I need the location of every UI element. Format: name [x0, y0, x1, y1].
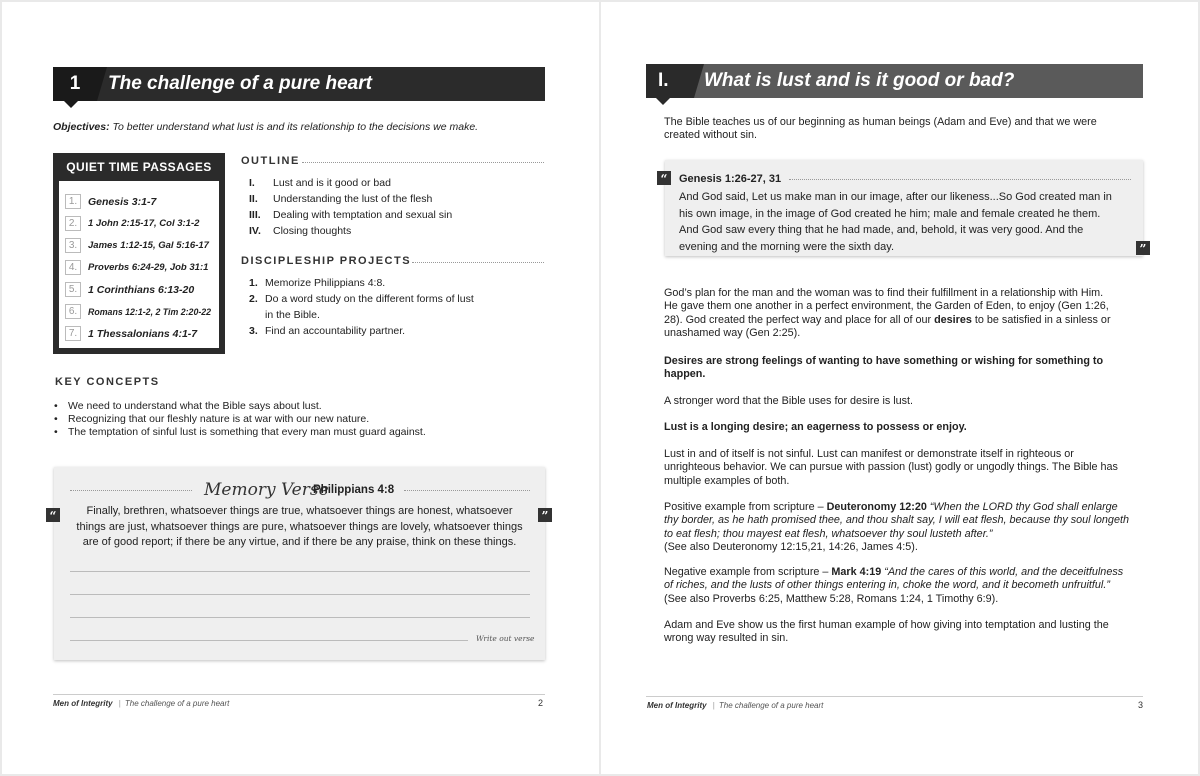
list-item: • We need to understand what the Bible says about lust.: [54, 400, 426, 413]
text-line: happen.: [664, 368, 706, 381]
discipleship-heading: DISCIPLESHIP PROJECTS: [241, 255, 412, 267]
paragraph-lust-definition: Lust is a longing desire; an eagerness to possess or enjoy.: [664, 421, 967, 433]
project-number: 2.: [249, 293, 258, 305]
outline-number: I.: [249, 177, 255, 189]
project-text: Find an accountability partner.: [265, 325, 406, 337]
text-line: [664, 501, 1129, 514]
footer: [647, 701, 823, 710]
quiet-time-heading: QUIET TIME PASSAGES: [66, 160, 212, 174]
scripture-quote: to eat flesh; thou mayest eat flesh, whatsoever thy soul lusteth after.”: [664, 527, 993, 540]
scripture-quote: “And the cares of this world, and the deceitfulness: [884, 566, 1124, 578]
genesis-text: [679, 189, 1139, 255]
text-line: created without sin.: [664, 129, 758, 142]
list-item: [59, 323, 219, 345]
passage-ref: James 1:12-15, Gal 5:16-17: [88, 240, 209, 251]
passage-number: 6.: [65, 304, 81, 319]
scripture-ref: Mark 4:19: [831, 566, 882, 578]
list-item: [249, 275, 474, 291]
text-line: (See also Deuteronomy 12:15,21, 14:26, James 4:5).: [664, 540, 918, 553]
text-line: unrighteous behavior. We can pursue with passion (lust) godly or ungodly things. The Bible has: [664, 461, 1118, 474]
outline-text: Understanding the lust of the flesh: [273, 193, 433, 205]
writing-line[interactable]: [70, 594, 530, 595]
paragraph-stronger-word: A stronger word that the Bible uses for desire is lust.: [664, 395, 914, 407]
genesis-quote-box: [665, 160, 1143, 256]
list-item: • Recognizing that our fleshly nature is at war with our new nature.: [54, 413, 426, 426]
discipleship-divider: [412, 262, 544, 263]
outline-number: III.: [249, 209, 261, 221]
text-line: unashamed way (Gen 2:25).: [664, 326, 801, 339]
quiet-time-box: [53, 153, 225, 354]
paragraph-lust-not-sinful: [664, 448, 1118, 488]
project-text: Do a word study on the different forms of lust: [265, 293, 474, 305]
outline-number: II.: [249, 193, 258, 205]
list-item: [249, 191, 452, 207]
open-quote-icon: “: [657, 171, 671, 185]
close-quote-icon: ”: [1136, 241, 1150, 255]
outline-number: IV.: [249, 225, 261, 237]
verse-line: evening and the morning were the sixth day.: [679, 240, 895, 253]
text-line: He gave them one another in a perfect environment, the Garden of Eden, to enjoy (Gen 1:26,: [664, 300, 1109, 313]
scripture-quote: “When the LORD thy God shall enlarge: [929, 501, 1118, 513]
quiet-time-list: [59, 181, 219, 348]
key-concepts-heading: KEY CONCEPTS: [55, 376, 160, 388]
list-item: [249, 207, 452, 223]
section-title: What is lust and is it good or bad?: [704, 70, 1015, 91]
text-run: to be satisfied in a sinless or: [971, 313, 1111, 326]
passage-number: 3.: [65, 238, 81, 253]
text-run: Positive example from scripture –: [664, 501, 824, 513]
paragraph-plan: [664, 287, 1144, 340]
passage-ref: 1 Corinthians 6:13-20: [88, 284, 195, 296]
passage-number: 7.: [65, 326, 81, 341]
objectives: [53, 121, 478, 133]
list-item: [59, 257, 219, 279]
memory-verse-divider-right: [404, 490, 530, 491]
paragraph-adam-eve: [664, 619, 1109, 646]
passage-number: 1.: [65, 194, 81, 209]
footer-book: Men of Integrity: [647, 701, 707, 710]
footer-rule: [53, 694, 545, 695]
section-notch: [656, 98, 670, 105]
text-bold: desires: [934, 313, 972, 326]
close-quote-icon: ”: [538, 508, 552, 522]
outline-list: [249, 175, 452, 239]
text-line: wrong way resulted in sin.: [664, 632, 789, 645]
intro-paragraph: [664, 116, 1097, 143]
passage-ref: Genesis 3:1-7: [88, 196, 157, 208]
footer-book: Men of Integrity: [53, 699, 113, 708]
passage-ref: 1 John 2:15-17, Col 3:1-2: [88, 218, 200, 229]
text-line: God’s plan for the man and the woman was to find their fulfillment in a relationship with Him.: [664, 287, 1104, 299]
text-line: The Bible teaches us of our beginning as human beings (Adam and Eve) and that we were: [664, 116, 1097, 128]
passage-number: 5.: [65, 282, 81, 297]
footer: [53, 699, 229, 708]
objectives-text: To better understand what lust is and its relationship to the decisions we make.: [112, 121, 479, 133]
list-item: [59, 191, 219, 213]
footer-separator: |: [118, 699, 121, 708]
footer-separator: |: [712, 701, 715, 710]
passage-ref: Proverbs 6:24-29, Job 31:1: [88, 262, 209, 273]
outline-text: Dealing with temptation and sexual sin: [273, 209, 453, 221]
chapter-title: The challenge of a pure heart: [108, 73, 372, 94]
project-text-continued: in the Bible.: [265, 309, 320, 321]
writing-line[interactable]: [70, 640, 468, 641]
memory-verse-reference: Philippians 4:8: [313, 484, 395, 496]
scripture-ref: Deuteronomy 12:20: [826, 501, 927, 513]
outline-divider: [302, 162, 544, 163]
list-item: [249, 223, 452, 239]
text-line: [664, 314, 1144, 327]
text-line: [664, 528, 1129, 541]
right-page: [601, 2, 1198, 774]
list-item: • The temptation of sinful lust is something that every man must guard against.: [54, 426, 426, 439]
verse-line: things are just, whatsoever things are pure, whatsoever things are lovely, whatsoever things: [76, 520, 523, 533]
chapter-notch: [64, 101, 78, 108]
text-run: 28). God created the perfect way and place for all of our: [664, 313, 935, 326]
scripture-quote: thy border, as he hath promised thee, and thou shalt say, I will eat flesh, because thy soul longeth: [664, 514, 1129, 527]
list-item: [59, 213, 219, 235]
key-concepts-list: [54, 400, 426, 439]
footer-chapter: The challenge of a pure heart: [718, 701, 824, 710]
page-number: 3: [1138, 700, 1144, 710]
text-line: Desires are strong feelings of wanting to have something or wishing for something to: [664, 355, 1104, 367]
genesis-reference: Genesis 1:26-27, 31: [679, 173, 782, 185]
project-number: 1.: [249, 277, 258, 289]
write-out-verse-label: Write out verse: [476, 634, 535, 643]
text-run: Negative example from scripture –: [664, 566, 829, 578]
scripture-quote: of riches, and the lusts of other things entering in, choke the word, and it becometh unfruitful.”: [664, 579, 1110, 592]
discipleship-list: [249, 275, 474, 339]
footer-rule: [646, 696, 1143, 697]
text-line: [664, 579, 1123, 592]
project-text: Memorize Philippians 4:8.: [265, 277, 386, 289]
writing-line[interactable]: [70, 617, 530, 618]
list-item: [249, 291, 474, 307]
page-number: 2: [538, 698, 544, 708]
verse-line: are of good report; if there be any virtue, and if there be any praise, think on these things.: [82, 536, 517, 548]
list-item: [59, 279, 219, 301]
open-quote-icon: “: [46, 508, 60, 522]
outline-heading: OUTLINE: [241, 155, 300, 167]
paragraph-positive-example: [664, 501, 1129, 554]
text-line: [664, 514, 1129, 527]
project-number: 3.: [249, 325, 258, 337]
passage-number: 4.: [65, 260, 81, 275]
chapter-number: 1: [53, 67, 97, 101]
text-line: Adam and Eve show us the first human example of how giving into temptation and lusting the: [664, 619, 1109, 631]
memory-verse-divider-left: [70, 490, 192, 491]
paragraph-negative-example: [664, 566, 1123, 606]
text-line: [664, 566, 1123, 579]
passage-ref: 1 Thessalonians 4:1-7: [88, 328, 198, 340]
text-line: (See also Proverbs 6:25, Matthew 5:28, Romans 1:24, 1 Timothy 6:9).: [664, 592, 999, 605]
verse-line: And God said, Let us make man in our image, after our likeness...So God created man in: [679, 191, 1112, 203]
text-line: multiple examples of both.: [664, 474, 790, 487]
memory-verse-text: [64, 504, 535, 551]
list-item: [59, 301, 219, 323]
verse-line: his own image, in the image of God created he him; male and female created he them.: [679, 207, 1101, 220]
paragraph-desire-definition: [664, 355, 1103, 382]
text-line: Lust in and of itself is not sinful. Lust can manifest or demonstrate itself in righteous or: [664, 448, 1074, 460]
verse-line: And God saw every thing that he had made, and, behold, it was very good. And the: [679, 224, 1084, 236]
genesis-divider: [789, 179, 1131, 180]
outline-text: Closing thoughts: [273, 225, 352, 237]
outline-text: Lust and is it good or bad: [273, 177, 391, 189]
list-item: [59, 235, 219, 257]
list-item: [249, 175, 452, 191]
passage-number: 2.: [65, 216, 81, 231]
writing-line[interactable]: [70, 571, 530, 572]
left-page: [2, 2, 599, 774]
list-item: [249, 323, 474, 339]
footer-chapter: The challenge of a pure heart: [124, 699, 230, 708]
memory-verse-box: [54, 467, 545, 660]
memory-verse-title: Memory Verse: [204, 480, 329, 500]
objectives-label: Objectives:: [53, 121, 110, 133]
verse-line: Finally, brethren, whatsoever things are true, whatsoever things are honest, whatsoever: [86, 505, 513, 517]
section-number: I.: [646, 64, 694, 98]
passage-ref: Romans 12:1-2, 2 Tim 2:20-22: [88, 307, 212, 317]
